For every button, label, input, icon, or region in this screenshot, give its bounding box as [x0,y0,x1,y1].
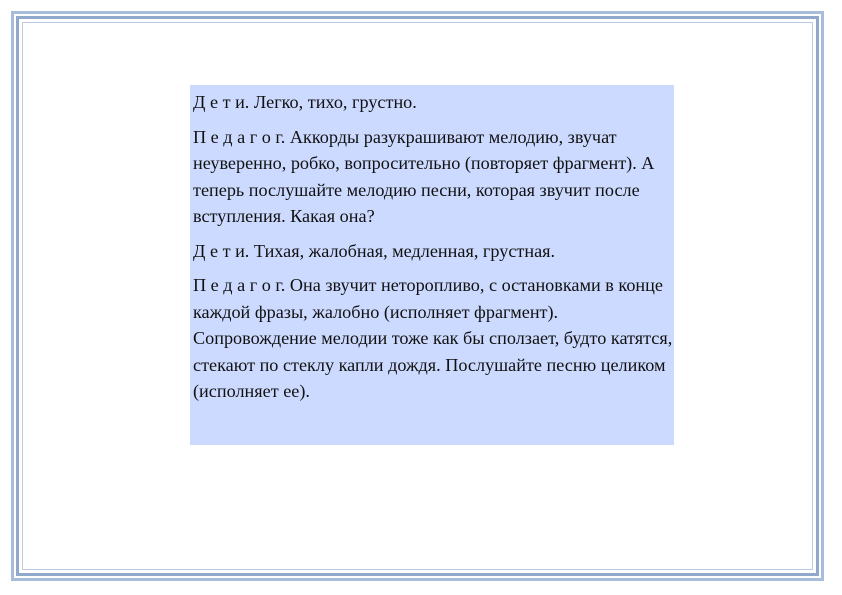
speaker-label: Д е т и. [193,240,250,261]
speaker-label: П е д а г о г. [193,275,286,295]
dialogue-paragraph-children-2 [193,238,674,265]
dialogue-paragraph-teacher-1 [193,124,674,230]
dialogue-text-box [190,85,674,445]
dialogue-line: Аккорды разукрашивают мелодию, звучат неуверенно, робко, вопросительно (повторяет фрагмент). А теперь послушайте мелодию песни, которая звучит после вступления. Какая она? [193,126,655,226]
speaker-label: П е д а г о г. [193,126,286,147]
dialogue-line: Она звучит неторопливо, с остановками в конце каждой фразы, жалобно (исполняет фрагмент). Сопровождение мелодии тоже как бы сползает, будто катятся, стекают по стеклу капли дождя. Послушайте песню целиком (исполняет ее). [193,275,673,401]
dialogue-line: Тихая, жалобная, медленная, грустная. [249,240,556,261]
dialogue-paragraph-teacher-2 [193,272,674,405]
dialogue-paragraph-children-1 [193,89,674,116]
speaker-label: Д е т и. [193,92,250,112]
dialogue-line: Легко, тихо, грустно. [249,92,417,112]
